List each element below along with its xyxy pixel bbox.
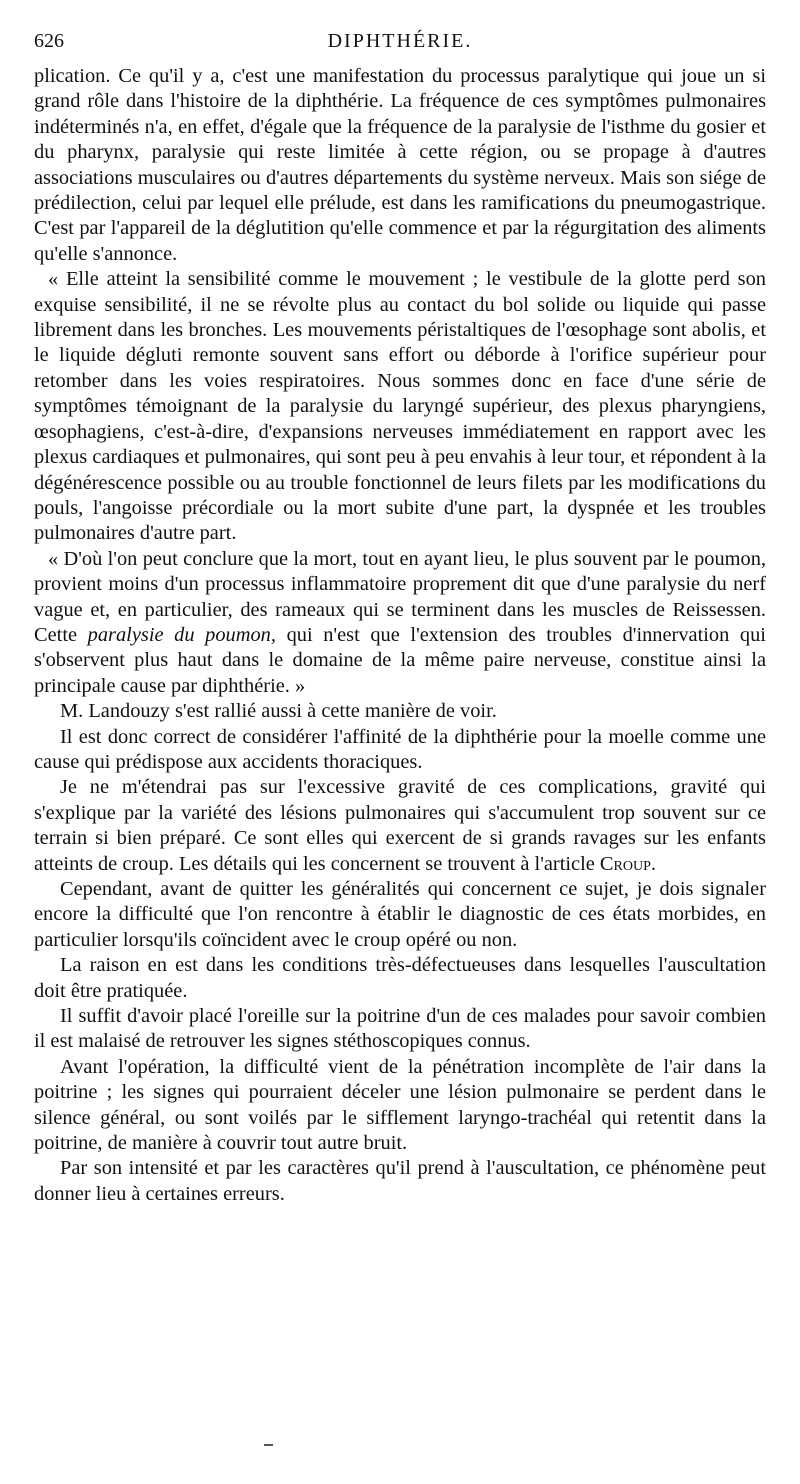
paragraph-cependant: Cependant, avant de quitter les généralités qui concernent ce sujet, je dois signaler encore la difficulté que l'on rencontre à établir le diagnostic de ces états morbides, en particulier lorsqu'ils coïncident avec le croup opéré ou non. <box>34 878 766 951</box>
paragraph-quote-one: « Elle atteint la sensibilité comme le mouvement ; le vestibule de la glotte perd son exquise sensibilité, il ne se révolte plus au contact du bol solide ou liquide qui passe librement dans les bronches. Les mouvements péristaltiques de l'œsophage sont abolis, et le liquide dégluti remonte souvent sans effort ou déborde à l'orifice supérieur pour retomber dans les voies respiratoires. Nous sommes donc en face d'une série de symptômes témoignant de la paralysie du laryngé supérieur, des plexus pharyngiens, œsophagiens, c'est-à-dire, d'expansions nerveuses immédiatement en rapport avec les plexus cardiaques et pulmonaires, qui sont peu à peu envahis à leur tour, et répondent à la dégénérescence possible ou au trouble fonctionnel de leurs filets par les modifications du pouls, l'angoisse précordiale ou la mort subite d'une part, la dyspnée et les troubles pulmonaires d'autre part. <box>34 268 766 545</box>
stray-print-mark <box>264 1444 273 1446</box>
body-text <box>34 64 766 1207</box>
quote-two-emphasis: paralysie du poumon, <box>87 623 276 646</box>
quote-two-after: qui n'est que l'extension des troubles d'innervation qui s'observent plus haut dans le domaine de la même paire nerveuse, constitue ainsi la principale cause par diphthérie. » <box>34 623 766 697</box>
paragraph-suffit: Il suffit d'avoir placé l'oreille sur la poitrine d'un de ces malades pour savoir combien il est malaisé de retrouver les signes stéthoscopiques connus. <box>34 1005 766 1053</box>
gravite-text: Je ne m'étendrai pas sur l'excessive gravité de ces complications, gravité qui s'explique par la variété des lésions pulmonaires qui s'accumulent trop souvent sur ce terrain si bien préparé. Ce sont elles qui exercent de si grands ravages sur les enfants atteints de croup. Les détails qui les concernent se trouvent à l'article <box>34 776 766 875</box>
paragraph-quote-two <box>34 547 766 699</box>
croup-reference: Croup <box>599 852 651 875</box>
running-title: DIPHTHÉRIE. <box>327 30 473 52</box>
paragraph-intensite: Par son intensité et par les caractères qu'il prend à l'auscultation, ce phénomène peut donner lieu à certaines erreurs. <box>34 1157 766 1205</box>
croup-reference-end: . <box>650 852 656 875</box>
paragraph-gravite <box>34 775 766 877</box>
page-header <box>34 30 766 64</box>
paragraph-avant-operation: Avant l'opération, la difficulté vient de la pénétration incomplète de l'air dans la poitrine ; les signes qui pourraient déceler une lésion pulmonaire se perdent dans le silence général, ou sont voilés par le sifflement laryngo-trachéal qui retentit dans la poitrine, de manière à couvrir tout autre bruit. <box>34 1055 766 1155</box>
paragraph-continuation: plication. Ce qu'il y a, c'est une manifestation du processus paralytique qui joue un si grand rôle dans l'histoire de la diphthérie. La fréquence de ces symptômes pulmonaires indéterminés n'a, en effet, d'égale que la fréquence de la paralysie de l'isthme du gosier et du pharynx, paralysie qui reste limitée à cette région, ou se propage à d'autres associations musculaires ou d'autres départements du système nerveux. Mais son siége de prédilection, celui par lequel elle prélude, est dans les ramifications du pneumogastrique. C'est par l'appareil de la déglutition qu'elle commence et par la régurgitation des aliments qu'elle s'annonce. <box>34 65 766 265</box>
quote-two-before: « D'où l'on peut conclure que la mort, tout en ayant lieu, le plus souvent par le poumon, provient moins d'un processus inflammatoire proprement dit que d'une paralysie du nerf vague et, en particulier, des rameaux qui se terminent dans les muscles de Reissessen. Cette <box>34 547 766 646</box>
page-number: 626 <box>34 30 64 52</box>
paragraph-raison: La raison en est dans les conditions très-défectueuses dans lesquelles l'auscultation doit être pratiquée. <box>34 954 766 1002</box>
paragraph-affinite: Il est donc correct de considérer l'affinité de la diphthérie pour la moelle comme une cause qui prédispose aux accidents thoraciques. <box>34 725 766 773</box>
paragraph-landouzy: M. Landouzy s'est rallié aussi à cette manière de voir. <box>60 700 497 723</box>
